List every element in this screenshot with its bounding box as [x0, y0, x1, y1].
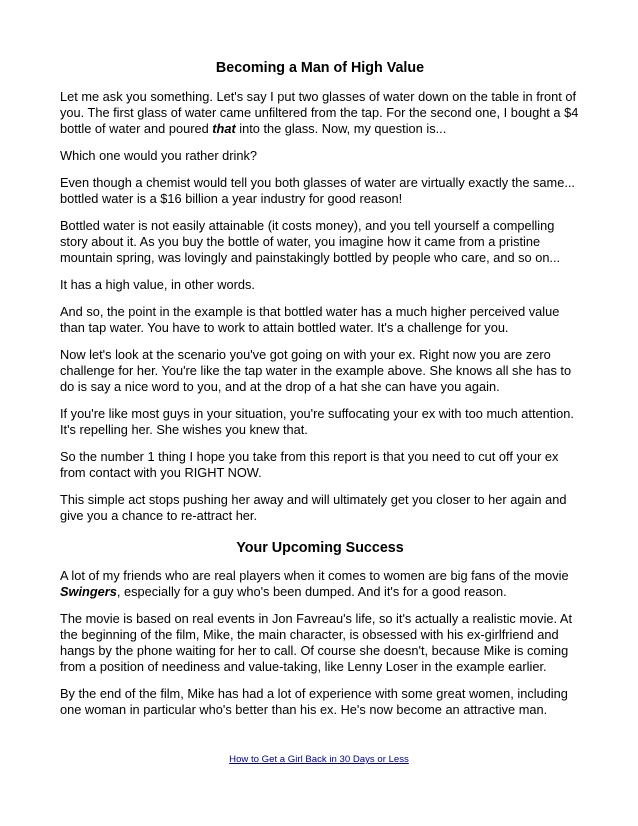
paragraph: If you're like most guys in your situation, you're suffocating your ex with too much attention. It's repelling her. She wishes you knew that.: [60, 406, 574, 437]
paragraph: So the number 1 thing I hope you take from this report is that you need to cut off your ex from contact with you RIGHT NOW.: [60, 449, 559, 480]
footer-link[interactable]: How to Get a Girl Back in 30 Days or Less: [229, 754, 409, 765]
paragraph: Even though a chemist would tell you both glasses of water are virtually exactly the same... bottled water is a $16 billion a year industry for good reason!: [60, 175, 575, 206]
paragraph: [60, 89, 580, 137]
page-footer: [0, 754, 638, 766]
paragraph: The movie is based on real events in Jon Favreau's life, so it's actually a realistic movie. At the beginning of the film, Mike, the main character, is obsessed with his ex-girlfriend and hangs by the phone waiting for her to call. Of course she doesn't, because Mike is coming from a position of neediness and value-taking, like Lenny Loser in the example earlier.: [60, 611, 573, 674]
paragraph: [60, 568, 580, 600]
paragraph-text: A lot of my friends who are real players when it comes to women are big fans of the movie: [60, 568, 569, 583]
document-body: [60, 58, 580, 729]
emphasis-text: that: [212, 121, 236, 136]
paragraph-text: into the glass. Now, my question is...: [235, 121, 447, 136]
section-heading-high-value: Becoming a Man of High Value: [215, 60, 425, 76]
paragraph-text: , especially for a guy who's been dumped. And it's for a good reason.: [116, 584, 507, 599]
paragraph: By the end of the film, Mike has had a lot of experience with some great women, including one woman in particular who's better than his ex. He's now become an attractive man.: [60, 686, 568, 717]
paragraph: This simple act stops pushing her away and will ultimately get you closer to her again and give you a chance to re-attract her.: [60, 492, 567, 523]
paragraph: It has a high value, in other words.: [60, 277, 255, 292]
paragraph: Bottled water is not easily attainable (it costs money), and you tell yourself a compelling story about it. As you buy the bottle of water, you imagine how it came from a pristine mountain spring, was lovingly and painstakingly bottled by people who care, and so on...: [60, 218, 561, 265]
paragraph: And so, the point in the example is that bottled water has a much higher perceived value than tap water. You have to work to attain bottled water. It's a challenge for you.: [60, 304, 560, 335]
paragraph-text: Let me ask you something. Let's say I put two glasses of water down on the table in front of you. The first glass of water came unfiltered from the tap. For the second one, I bought a $4 bottle of water and poured: [60, 89, 579, 136]
section-heading-upcoming-success: Your Upcoming Success: [236, 540, 404, 556]
paragraph: Which one would you rather drink?: [60, 148, 258, 163]
movie-title-emphasis: Swingers: [60, 584, 117, 599]
paragraph: Now let's look at the scenario you've got going on with your ex. Right now you are zero challenge for her. You're like the tap water in the example above. She knows all she has to do is say a nice word to you, and at the drop of a hat she can have you again.: [60, 347, 572, 394]
